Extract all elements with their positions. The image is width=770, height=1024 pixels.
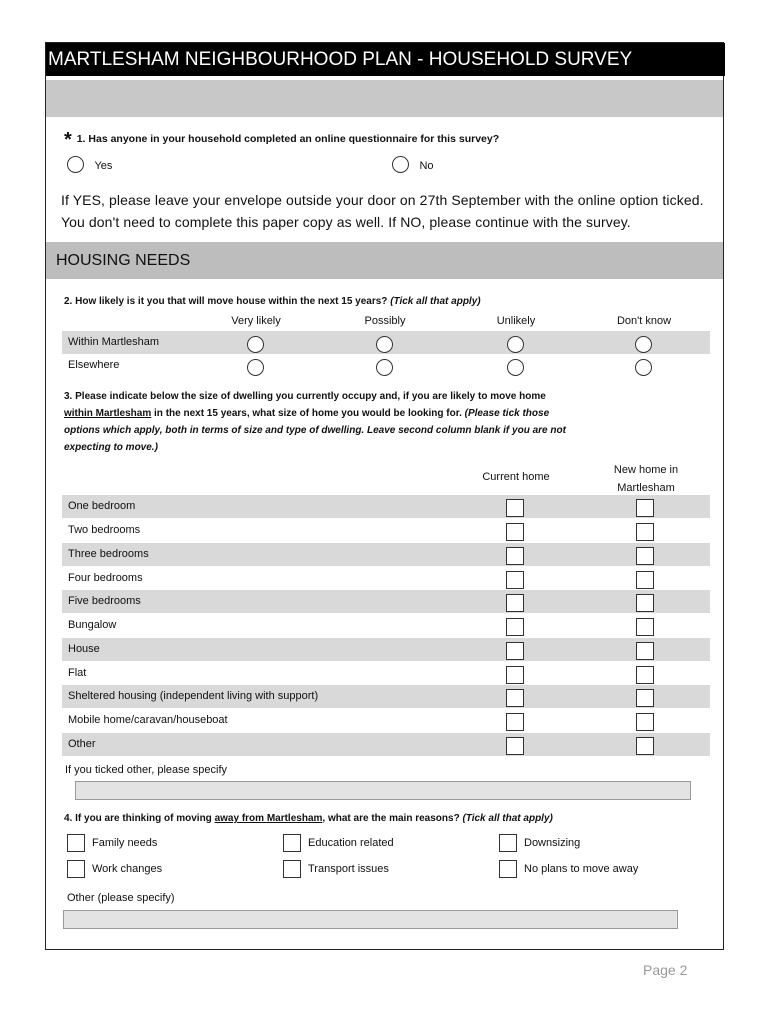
q3-hint-2: options which apply, both in terms of size and type of dwelling. Leave second column blank if you are not (64, 425, 566, 436)
question-2-text: 2. How likely is it you that will move house within the next 15 years? (64, 296, 388, 307)
q3-check-current[interactable] (506, 616, 524, 639)
q4-text-a: 4. If you are thinking of moving (64, 813, 215, 824)
question-2-hint: (Tick all that apply) (390, 296, 481, 307)
q3-row (62, 685, 710, 708)
q3-row-label: Flat (68, 667, 87, 679)
q3-check-current[interactable] (506, 569, 524, 592)
q3-row (62, 709, 710, 732)
q3-check-current[interactable] (506, 687, 524, 710)
q4-other-input[interactable] (63, 910, 678, 929)
q4-option-no-plans[interactable] (499, 860, 638, 878)
question-4 (64, 810, 553, 827)
q3-row (62, 733, 710, 756)
q4-check-downsizing[interactable] (499, 834, 517, 852)
q4-text-b: , what are the main reasons? (322, 813, 460, 824)
q3-row (62, 614, 710, 637)
q3-col-new-line-2: Martlesham (617, 482, 675, 494)
q2-radio-elsewhere-possibly[interactable] (376, 356, 393, 379)
q3-check-new[interactable] (636, 497, 654, 520)
q3-row (62, 543, 710, 566)
q3-col-current: Current home (482, 471, 550, 483)
q3-other-input[interactable] (75, 781, 691, 800)
q2-row (62, 331, 710, 354)
q3-row (62, 662, 710, 685)
q1-option-yes[interactable] (67, 156, 112, 174)
q3-text-rest: in the next 15 years, what size of home you would be looking for. (151, 408, 462, 419)
q4-check-education[interactable] (283, 834, 301, 852)
q3-underlined: within Martlesham (64, 408, 152, 419)
q2-col-possibly: Possibly (364, 315, 406, 327)
q4-option-education[interactable] (283, 834, 394, 852)
q3-row-label: Two bedrooms (68, 524, 141, 536)
q3-check-current[interactable] (506, 711, 524, 734)
q4-check-work[interactable] (67, 860, 85, 878)
q2-radio-within-possibly[interactable] (376, 333, 393, 356)
q3-check-new[interactable] (636, 569, 654, 592)
q3-check-new[interactable] (636, 592, 654, 615)
question-3-line-2 (64, 405, 714, 422)
page-number: Page 2 (643, 962, 688, 978)
q1-option-no-label: No (419, 160, 434, 172)
q3-hint-3: expecting to move.) (64, 442, 158, 453)
page-title: MARTLESHAM NEIGHBOURHOOD PLAN - HOUSEHOLD SURVEY (46, 43, 725, 76)
q3-row (62, 567, 710, 590)
section-housing-needs: HOUSING NEEDS (46, 242, 723, 279)
q2-col-very-likely: Very likely (231, 315, 281, 327)
q3-row (62, 519, 710, 542)
q2-radio-elsewhere-unlikely[interactable] (507, 356, 524, 379)
q3-check-current[interactable] (506, 640, 524, 663)
question-1-text: 1. Has anyone in your household completed an online questionnaire for this survey? (76, 133, 500, 145)
q1-note: If YES, please leave your envelope outside your door on 27th September with the online option ticked. You don't need to complete this paper copy as well. If NO, please continue with the survey. (61, 192, 704, 230)
question-3-line-3 (64, 422, 714, 439)
q3-row-label: House (68, 643, 100, 655)
q2-radio-within-dont-know[interactable] (635, 333, 652, 356)
q3-row-label: One bedroom (68, 500, 136, 512)
q3-check-new[interactable] (636, 545, 654, 568)
q2-row (62, 354, 710, 377)
question-3 (64, 388, 714, 456)
q3-hint-1: (Please tick those (464, 408, 550, 419)
q4-check-transport[interactable] (283, 860, 301, 878)
q4-label-downsizing: Downsizing (524, 836, 581, 849)
q3-row-label: Three bedrooms (68, 548, 149, 560)
q2-radio-within-very-likely[interactable] (247, 333, 264, 356)
q4-option-work[interactable] (67, 860, 162, 878)
q3-check-new[interactable] (636, 640, 654, 663)
q3-row-label: Five bedrooms (68, 595, 141, 607)
q3-check-new[interactable] (636, 664, 654, 687)
q3-row-label: Four bedrooms (68, 572, 143, 584)
header-gray-bar (46, 80, 723, 117)
q2-radio-elsewhere-very-likely[interactable] (247, 356, 264, 379)
q3-row-label: Bungalow (68, 619, 117, 631)
q3-check-current[interactable] (506, 592, 524, 615)
q3-row (62, 495, 710, 518)
q4-label-work: Work changes (92, 862, 163, 875)
q4-option-family[interactable] (67, 834, 157, 852)
q3-col-new (591, 461, 701, 497)
q2-row-label: Elsewhere (68, 359, 120, 371)
q4-label-transport: Transport issues (308, 862, 389, 875)
q4-other-label: Other (please specify) (67, 892, 175, 904)
q2-row-label: Within Martlesham (68, 336, 160, 348)
q4-underlined: away from Martlesham (214, 813, 323, 824)
q3-check-new[interactable] (636, 687, 654, 710)
q1-option-no[interactable] (392, 156, 434, 174)
q3-row-label: Mobile home/caravan/houseboat (68, 714, 228, 726)
q3-check-new[interactable] (636, 616, 654, 639)
question-1 (64, 129, 499, 152)
q4-label-family: Family needs (92, 836, 158, 849)
q3-row-label: Other (68, 738, 96, 750)
q3-check-current[interactable] (506, 497, 524, 520)
q3-col-new-line-1: New home in (613, 464, 679, 476)
q4-option-transport[interactable] (283, 860, 389, 878)
q4-label-education: Education related (308, 836, 394, 849)
q2-col-unlikely: Unlikely (496, 315, 536, 327)
q4-check-family[interactable] (67, 834, 85, 852)
q3-check-current[interactable] (506, 545, 524, 568)
radio-no[interactable] (392, 156, 409, 173)
q4-label-no-plans: No plans to move away (524, 862, 639, 875)
q2-radio-within-unlikely[interactable] (507, 333, 524, 356)
radio-yes[interactable] (67, 156, 84, 173)
q3-check-new[interactable] (636, 521, 654, 544)
q3-check-current[interactable] (506, 735, 524, 758)
question-3-line-1: 3. Please indicate below the size of dwelling you currently occupy and, if you are likely to move home (64, 391, 546, 402)
survey-frame (45, 42, 724, 950)
question-3-line-4 (64, 439, 714, 456)
q2-radio-elsewhere-dont-know[interactable] (635, 356, 652, 379)
q3-other-label: If you ticked other, please specify (65, 764, 228, 776)
q3-check-current[interactable] (506, 664, 524, 687)
q3-check-new[interactable] (636, 735, 654, 758)
q3-row-label: Sheltered housing (independent living with support) (68, 690, 319, 702)
q4-option-downsizing[interactable] (499, 834, 580, 852)
question-2 (64, 293, 481, 310)
q3-row (62, 638, 710, 661)
required-star: * (64, 129, 72, 151)
q4-check-no-plans[interactable] (499, 860, 517, 878)
q3-row (62, 590, 710, 613)
q1-option-yes-label: Yes (94, 160, 113, 172)
q4-hint: (Tick all that apply) (462, 813, 553, 824)
q3-check-new[interactable] (636, 711, 654, 734)
q3-check-current[interactable] (506, 521, 524, 544)
q2-col-dont-know: Don't know (616, 315, 672, 327)
